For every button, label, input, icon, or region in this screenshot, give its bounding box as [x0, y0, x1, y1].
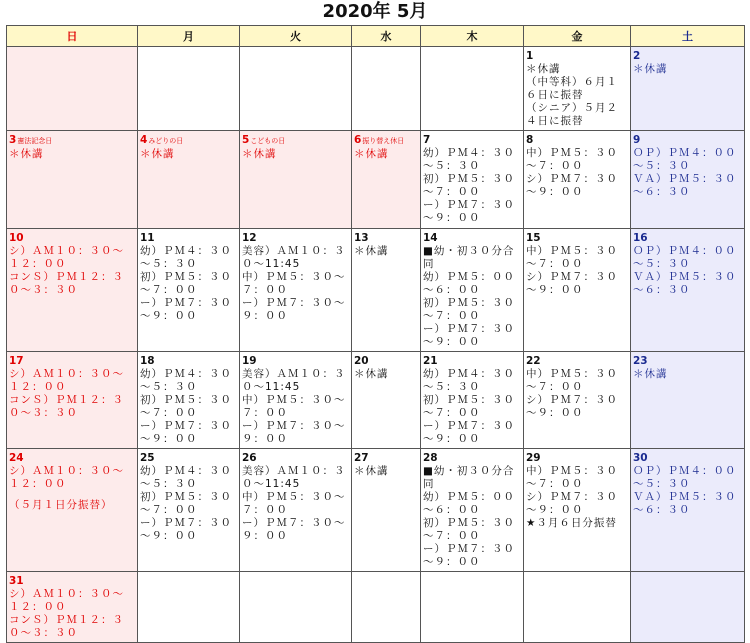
schedule-entry: ＊休講: [526, 63, 561, 75]
day-cell-12: [240, 229, 352, 352]
schedule-entry: ＊休講: [633, 63, 668, 75]
day-cell-3: [7, 131, 138, 229]
weekday-header: [7, 26, 745, 47]
day-cell-1: [524, 47, 631, 131]
day-cell-9: [631, 131, 745, 229]
schedule-entry: 初）ＰＭ５：３０～７：００: [423, 517, 515, 542]
day-cell-17: [7, 352, 138, 449]
schedule-entry: 美容）ＡＭ１０：３０～11:45: [242, 368, 346, 393]
day-cell-30: [631, 449, 745, 572]
weekday-wed: 水: [352, 26, 421, 47]
day-number: 26: [242, 452, 257, 464]
schedule-entry: [9, 491, 135, 499]
day-cell-23: [631, 352, 745, 449]
empty-day-cell: [421, 572, 524, 643]
calendar-week-row: [7, 572, 745, 643]
schedule-entry: ＊休講: [140, 148, 175, 160]
day-cell-20: [352, 352, 421, 449]
schedule-entry: 中）ＰＭ５：３０～７：００: [526, 368, 618, 393]
day-cell-7: [421, 131, 524, 229]
calendar-week-row: [7, 131, 745, 229]
empty-day-cell: [138, 572, 240, 643]
calendar-week-row: [7, 229, 745, 352]
schedule-entry: 中）ＰＭ５：３０～７：００: [526, 147, 618, 172]
day-number: 18: [140, 355, 155, 367]
schedule-entry: ＊休講: [354, 148, 389, 160]
schedule-entry: 中）ＰＭ５：３０～７：００: [242, 491, 346, 516]
calendar-week-row: [7, 47, 745, 131]
day-number: 3憲法記念日: [9, 134, 53, 146]
schedule-entry: 中）ＰＭ５：３０～７：００: [242, 394, 346, 419]
calendar-title: 2020年 5月: [322, 1, 428, 22]
schedule-entry: ＯＰ）ＰＭ４：００～５：３０: [633, 465, 737, 490]
schedule-entry: （中等科）６月１６日に振替: [526, 76, 618, 101]
empty-day-cell: [352, 47, 421, 131]
day-cell-10: [7, 229, 138, 352]
day-number: 19: [242, 355, 257, 367]
schedule-entry: シ）ＰＭ７：３０～９：００: [526, 394, 618, 419]
schedule-entry: 幼）ＰＭ４：３０～５：３０: [423, 147, 515, 172]
schedule-entry: 幼）ＰＭ５：００～６：００: [423, 491, 515, 516]
day-cell-5: [240, 131, 352, 229]
day-cell-8: [524, 131, 631, 229]
schedule-entry: ー）ＰＭ７：３０～９：００: [140, 297, 232, 322]
day-cell-6: [352, 131, 421, 229]
day-number: 5こどもの日: [242, 134, 286, 146]
day-cell-11: [138, 229, 240, 352]
schedule-entry: 幼）ＰＭ５：００～６：００: [423, 271, 515, 296]
empty-day-cell: [240, 47, 352, 131]
day-number: 7: [423, 134, 431, 146]
day-cell-22: [524, 352, 631, 449]
schedule-entry: ＶＡ）ＰＭ５：３０～６：３０: [633, 491, 737, 516]
day-number: 11: [140, 232, 155, 244]
day-cell-13: [352, 229, 421, 352]
schedule-entry: 初）ＰＭ５：３０～７：００: [140, 394, 232, 419]
holiday-name: 憲法記念日: [17, 137, 53, 145]
day-number: 22: [526, 355, 541, 367]
day-cell-4: [138, 131, 240, 229]
schedule-entry: 初）ＰＭ５：３０～７：００: [423, 297, 515, 322]
day-cell-24: [7, 449, 138, 572]
schedule-entry: コンＳ）ＰＭ１２：３０～３：３０: [9, 614, 124, 639]
schedule-entry: ＊休講: [9, 148, 44, 160]
day-cell-27: [352, 449, 421, 572]
day-number: 23: [633, 355, 648, 367]
schedule-entry: ー）ＰＭ７：３０～９：００: [423, 199, 515, 224]
empty-day-cell: [138, 47, 240, 131]
day-number: 24: [9, 452, 24, 464]
schedule-entry: ＊休講: [354, 465, 389, 477]
schedule-entry: シ）ＡＭ１０：３０～１２：００: [9, 588, 124, 613]
empty-day-cell: [352, 572, 421, 643]
calendar-week-row: [7, 449, 745, 572]
schedule-entry: 初）ＰＭ５：３０～７：００: [140, 491, 232, 516]
holiday-name: 振り替え休日: [362, 137, 405, 145]
day-number: 8: [526, 134, 534, 146]
day-cell-26: [240, 449, 352, 572]
schedule-entry: シ）ＰＭ７：３０～９：００: [526, 271, 618, 296]
schedule-entry: ー）ＰＭ７：３０～９：００: [242, 297, 346, 322]
schedule-entry: コンＳ）ＰＭ１２：３０～３：３０: [9, 271, 124, 296]
day-number: 30: [633, 452, 648, 464]
day-number: 16: [633, 232, 648, 244]
schedule-entry: （５月１日分振替）: [9, 499, 113, 511]
day-number: 25: [140, 452, 155, 464]
day-cell-25: [138, 449, 240, 572]
empty-day-cell: [631, 572, 745, 643]
day-cell-21: [421, 352, 524, 449]
schedule-entry: 幼）ＰＭ４：３０～５：３０: [140, 465, 232, 490]
weekday-sun: 日: [7, 26, 138, 47]
schedule-entry: 初）ＰＭ５：３０～７：００: [140, 271, 232, 296]
schedule-entry: 初）ＰＭ５：３０～７：００: [423, 394, 515, 419]
schedule-entry: 初）ＰＭ５：３０～７：００: [423, 173, 515, 198]
day-number: 12: [242, 232, 257, 244]
schedule-entry: ー）ＰＭ７：３０～９：００: [242, 517, 346, 542]
day-number: 27: [354, 452, 369, 464]
day-number: 20: [354, 355, 369, 367]
day-number: 9: [633, 134, 641, 146]
schedule-entry: 幼）ＰＭ４：３０～５：３０: [423, 368, 515, 393]
holiday-name: みどりの日: [148, 137, 184, 145]
weekday-mon: 月: [138, 26, 240, 47]
schedule-entry: ＊休講: [354, 245, 389, 257]
weekday-fri: 金: [524, 26, 631, 47]
schedule-entry: ー）ＰＭ７：３０～９：００: [140, 517, 232, 542]
day-number: 29: [526, 452, 541, 464]
day-cell-15: [524, 229, 631, 352]
day-number: 13: [354, 232, 369, 244]
schedule-entry: ー）ＰＭ７：３０～９：００: [423, 420, 515, 445]
schedule-entry: ＊休講: [633, 368, 668, 380]
empty-day-cell: [240, 572, 352, 643]
weekday-thu: 木: [421, 26, 524, 47]
schedule-entry: シ）ＡＭ１０：３０～１２：００: [9, 368, 124, 393]
day-number: 31: [9, 575, 24, 587]
day-cell-2: [631, 47, 745, 131]
day-number: 28: [423, 452, 438, 464]
schedule-entry: シ）ＰＭ７：３０～９：００: [526, 173, 618, 198]
empty-day-cell: [524, 572, 631, 643]
day-number: 14: [423, 232, 438, 244]
schedule-entry: シ）ＡＭ１０：３０～１２：００: [9, 465, 124, 490]
schedule-entry: ー）ＰＭ７：３０～９：００: [140, 420, 232, 445]
schedule-entry: ー）ＰＭ７：３０～９：００: [423, 543, 515, 568]
schedule-entry: シ）ＡＭ１０：３０～１２：００: [9, 245, 124, 270]
schedule-entry: ＊休講: [242, 148, 277, 160]
day-cell-28: [421, 449, 524, 572]
calendar-week-row: [7, 352, 745, 449]
day-number: 6振り替え休日: [354, 134, 405, 146]
schedule-entry: 美容）ＡＭ１０：３０～11:45: [242, 465, 346, 490]
schedule-entry: ＊休講: [354, 368, 389, 380]
day-cell-16: [631, 229, 745, 352]
schedule-entry: シ）ＰＭ７：３０～９：００: [526, 491, 618, 516]
schedule-entry: （シニア）５月２４日に振替: [526, 102, 618, 127]
holiday-name: こどもの日: [250, 137, 286, 145]
day-number: 17: [9, 355, 24, 367]
empty-day-cell: [421, 47, 524, 131]
schedule-entry: ー）ＰＭ７：３０～９：００: [423, 323, 515, 348]
schedule-entry: コンＳ）ＰＭ１２：３０～３：３０: [9, 394, 124, 419]
day-cell-14: [421, 229, 524, 352]
day-number: 4みどりの日: [140, 134, 184, 146]
schedule-entry: 美容）ＡＭ１０：３０～11:45: [242, 245, 346, 270]
schedule-entry: ＯＰ）ＰＭ４：００～５：３０: [633, 147, 737, 172]
schedule-entry: 幼）ＰＭ４：３０～５：３０: [140, 368, 232, 393]
schedule-entry: 中）ＰＭ５：３０～７：００: [242, 271, 346, 296]
day-number: 1: [526, 50, 534, 62]
schedule-entry: ー）ＰＭ７：３０～９：００: [242, 420, 346, 445]
day-cell-31: [7, 572, 138, 643]
schedule-entry: ■幼・初３０分合同: [423, 465, 515, 490]
weekday-sat: 土: [631, 26, 745, 47]
day-number: 10: [9, 232, 24, 244]
schedule-entry: 幼）ＰＭ４：３０～５：３０: [140, 245, 232, 270]
empty-day-cell: [7, 47, 138, 131]
day-cell-29: [524, 449, 631, 572]
schedule-entry: ★３月６日分振替: [526, 517, 617, 529]
schedule-entry: ■幼・初３０分合同: [423, 245, 515, 270]
day-cell-19: [240, 352, 352, 449]
schedule-entry: 中）ＰＭ５：３０～７：００: [526, 245, 618, 270]
schedule-entry: ＯＰ）ＰＭ４：００～５：３０: [633, 245, 737, 270]
schedule-entry: ＶＡ）ＰＭ５：３０～６：３０: [633, 271, 737, 296]
schedule-entry: ＶＡ）ＰＭ５：３０～６：３０: [633, 173, 737, 198]
day-number: 21: [423, 355, 438, 367]
day-number: 2: [633, 50, 641, 62]
day-cell-18: [138, 352, 240, 449]
day-number: 15: [526, 232, 541, 244]
calendar-grid: [6, 25, 745, 643]
schedule-entry: 中）ＰＭ５：３０～７：００: [526, 465, 618, 490]
weekday-tue: 火: [240, 26, 352, 47]
